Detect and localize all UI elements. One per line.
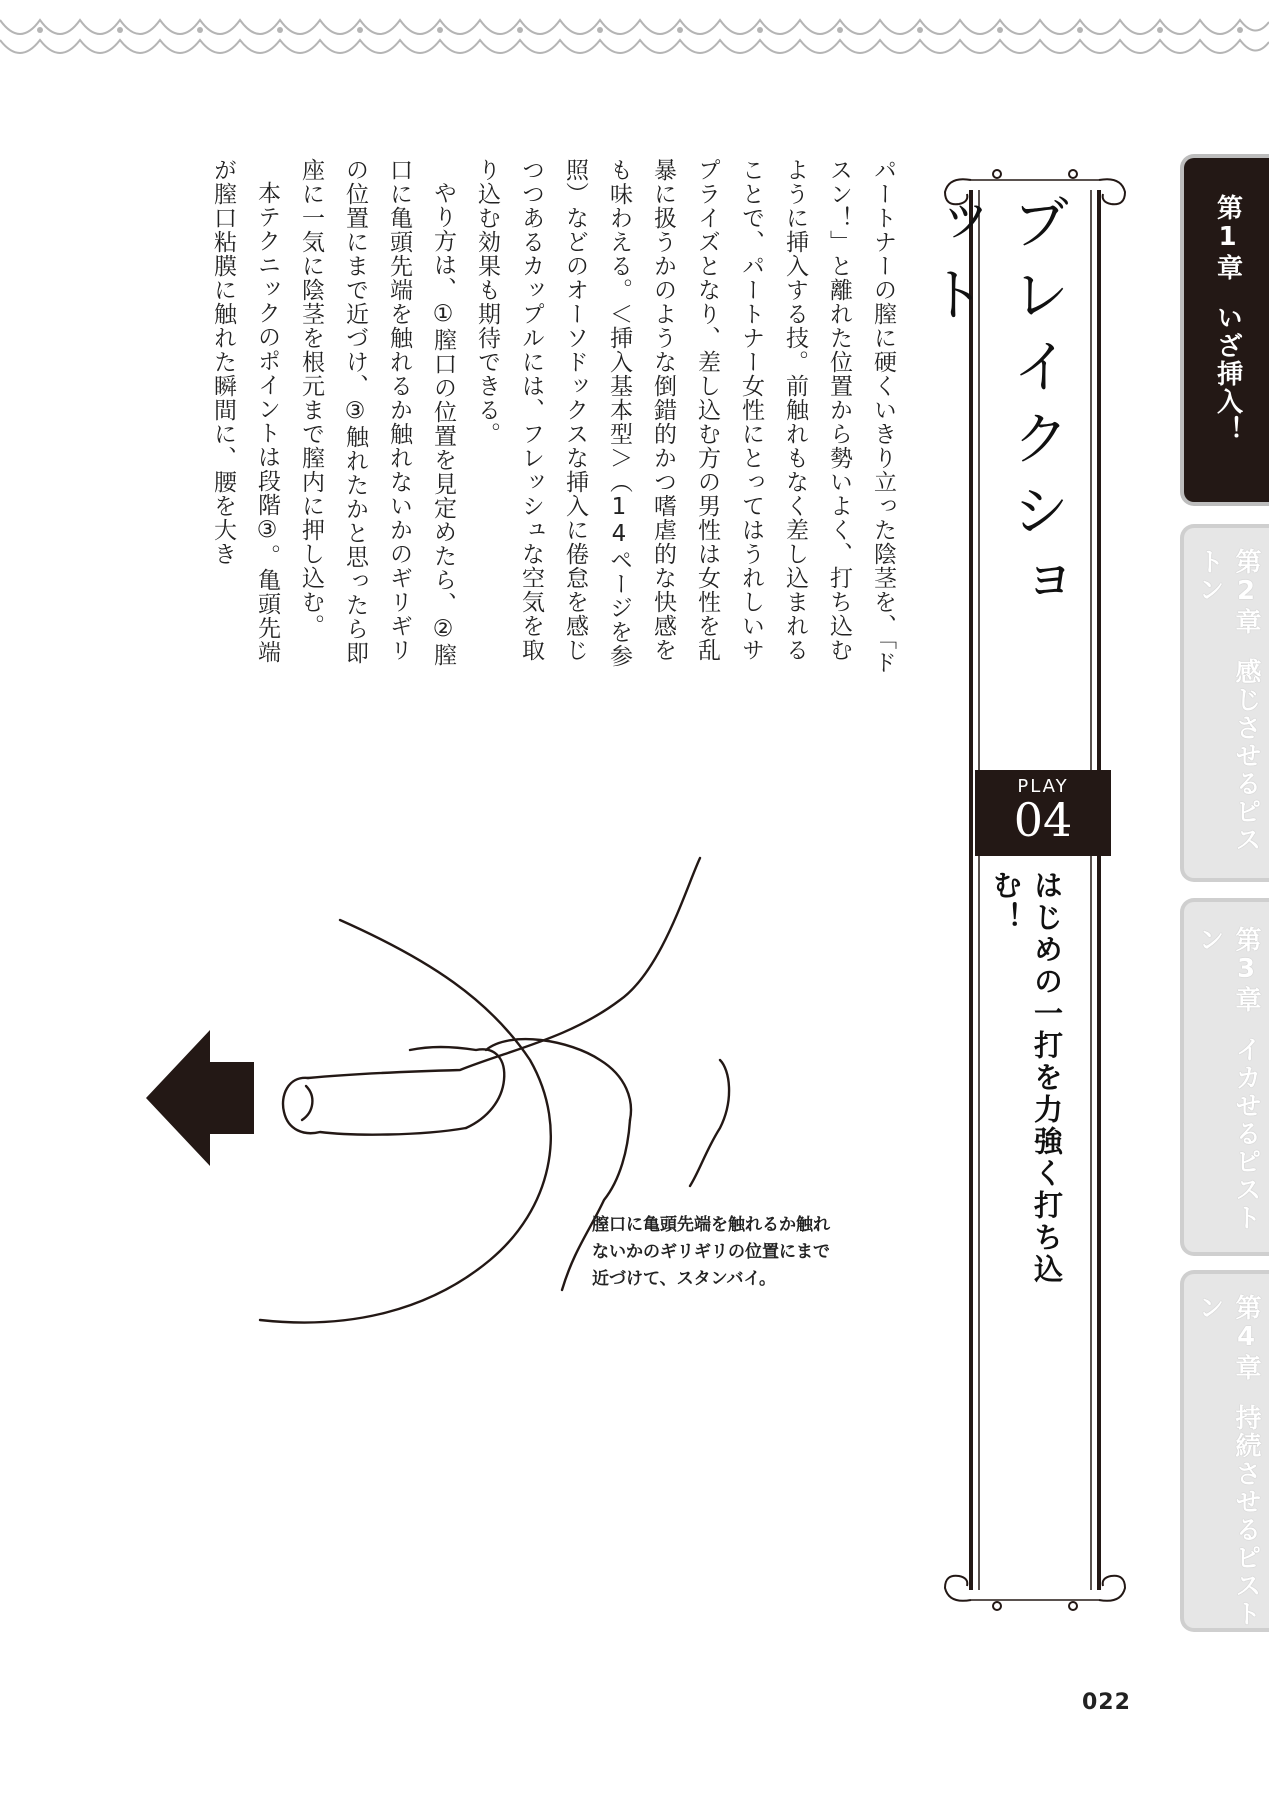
paragraph-2: やり方は、①膣口の位置を見定めたら、②膣口に亀頭先端を触れるか触れないかのギリギリの位置にまで近づけ、③触れたかと思ったら即座に一気に陰茎を根元まで膣内に押し込む。 (298, 158, 456, 667)
play-number: 04 (1013, 793, 1073, 847)
lace-border-ornament (0, 0, 1269, 72)
caption-line-3: 近づけて、スタンバイ。 (592, 1269, 776, 1289)
illustration-caption (592, 1212, 892, 1293)
tab-chapter-3-number: 第3章 (1231, 926, 1261, 1014)
tab-chapter-4-number: 第4章 (1231, 1294, 1261, 1382)
tab-chapter-1[interactable] (1180, 154, 1269, 506)
body-text (135, 158, 905, 678)
caption-line-1: 膣口に亀頭先端を触れるか触れ (592, 1215, 830, 1235)
tab-chapter-1-title: いざ挿入！ (1212, 304, 1243, 444)
play-badge (975, 770, 1111, 856)
tab-chapter-1-number: 第1章 (1212, 194, 1243, 282)
tab-chapter-3-title: イカせるピストン (1194, 926, 1261, 1232)
play-label: PLAY (1017, 776, 1069, 797)
tab-chapter-3[interactable] (1180, 898, 1269, 1256)
page-number: 022 (1082, 1690, 1131, 1715)
tab-chapter-4[interactable] (1180, 1270, 1269, 1632)
caption-line-2: ないかのギリギリの位置にまで (592, 1242, 830, 1262)
article-title: ブレイクショット (918, 192, 1070, 624)
tab-chapter-2-title: 感じさせるピストン (1194, 548, 1261, 854)
tab-chapter-2-number: 第2章 (1231, 548, 1261, 636)
article-subtitle: はじめの一打を力強く打ち込む！ (989, 870, 1064, 1286)
tab-chapter-4-title: 持続させるピストン (1194, 1294, 1261, 1628)
paragraph-3: 本テクニックのポイントは段階③。亀頭先端が膣口粘膜に触れた瞬間に、腰を大き (210, 158, 280, 664)
left-arrow-icon (146, 1030, 254, 1166)
paragraph-1: パートナーの膣に硬くいきり立った陰茎を、「ドスン！」と離れた位置から勢いよく、打ち込むように挿入する技。前触れもなく差し込まれることで、パートナー女性にとってはうれしいサプライズとなり、差し込む方の男性は女性を乱暴に扱うかのような倒錯的かつ嗜虐的な快感をも味わえる。＜挿入基本型＞（14ページを参照）などのオーソドックスな挿入に倦怠を感じつつあるカップルには、フレッシュな空気を取り込む効果も期待できる。 (474, 158, 896, 675)
tab-chapter-2[interactable] (1180, 524, 1269, 882)
